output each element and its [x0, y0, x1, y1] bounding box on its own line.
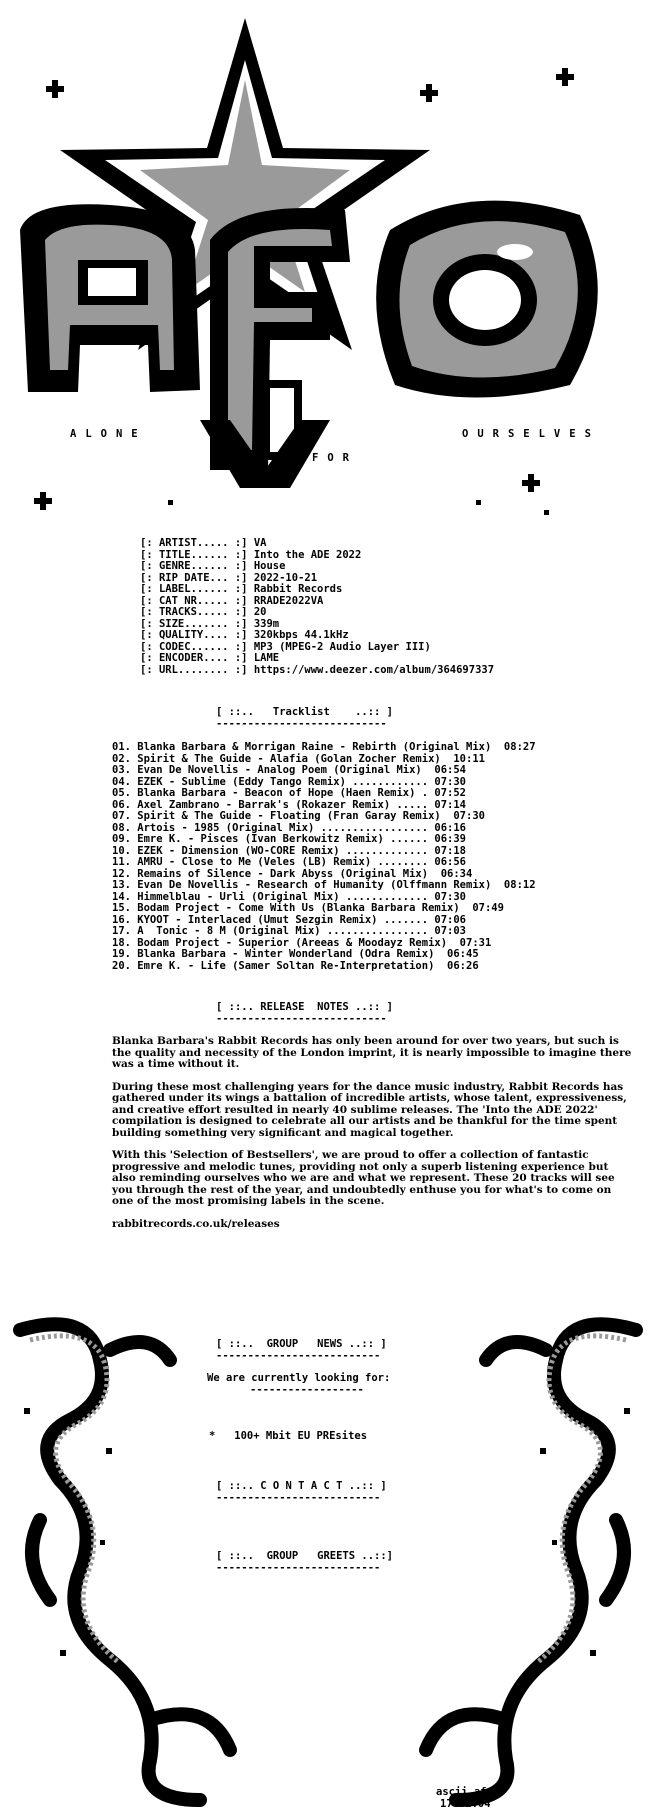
- contact-header: [ ::.. C O N T A C T ..:: ]: [216, 1480, 387, 1492]
- info-value: MP3 (MPEG-2 Audio Layer III): [253, 640, 431, 653]
- greets-header: [ ::.. GROUP GREETS ..::]: [216, 1550, 394, 1562]
- track-row: 02. Spirit & The Guide - Alafia (Golan Zocher Remix) 10:11: [112, 752, 485, 765]
- info-key: SIZE.......: [158, 617, 229, 630]
- track-row: 12. Remains of Silence - Dark Abyss (Original Mix) 06:34: [112, 867, 473, 880]
- track-row: 01. Blanka Barbara & Morrigan Raine - Rebirth (Original Mix) 08:27: [112, 741, 536, 753]
- track-row: 11. AMRU - Close to Me (Veles (LB) Remix) ........ 06:56: [112, 856, 467, 868]
- group-news-header: [ ::.. GROUP NEWS ..:: ]: [216, 1338, 387, 1350]
- afo-logo-art: [0, 0, 656, 520]
- tracklist-rule: ---------------------------: [216, 718, 387, 730]
- info-value: 320kbps 44.1kHz: [253, 629, 349, 641]
- track-row: 09. Emre K. - Pisces (Ivan Berkowitz Remix) ...... 06:39: [112, 833, 467, 845]
- info-key: TITLE......: [158, 548, 229, 561]
- contact-rule: --------------------------: [216, 1492, 381, 1504]
- info-key: QUALITY....: [158, 629, 229, 641]
- info-value: House: [253, 560, 286, 572]
- track-row: 10. EZEK - Dimension (WO-CORE Remix) ............. 07:18: [112, 844, 467, 857]
- logo-word-for: FOR: [312, 452, 358, 464]
- track-row: 19. Blanka Barbara - Winter Wonderland (Odra Remix) 06:45: [112, 948, 479, 960]
- track-row: 16. KYOOT - Interlaced (Umut Sezgin Remix) ....... 07:06: [112, 913, 467, 926]
- notes-paragraph: With this 'Selection of Bestsellers', we are proud to offer a collection of fantastic progressive and melodic tunes, providing not only a superb listening experience but also reminding ourselves who we are and what we represent. These 20 tracks will see you through the rest of the year, and undoubtedly enthuse you for what's to come on one of the most promising labels in the scene.: [112, 1149, 615, 1207]
- group-news-item: * 100+ Mbit EU PREsites: [209, 1430, 368, 1442]
- track-row: 15. Bodam Project - Come With Us (Blanka Barbara Remix) 07:49: [112, 902, 504, 914]
- group-news-rule: --------------------------: [216, 1350, 381, 1362]
- greets-rule: --------------------------: [216, 1562, 381, 1574]
- info-key: CODEC......: [158, 640, 229, 653]
- info-value: 2022-10-21: [253, 571, 318, 584]
- info-value[interactable]: https://www.deezer.com/album/364697337: [253, 663, 495, 676]
- track-row: 04. EZEK - Sublime (Eddy Tango Remix) ............ 07:30: [112, 775, 467, 788]
- track-row: 20. Emre K. - Life (Samer Soltan Re-Interpretation) 06:26: [112, 959, 479, 972]
- logo-word-alone: ALONE: [70, 428, 147, 440]
- info-key: ARTIST.....: [158, 537, 229, 549]
- notes-paragraph: Blanka Barbara's Rabbit Records has only been around for over two years, but such is the quality and necessity of the London imprint, it is nearly impossible to imagine there was a time without it.: [112, 1035, 632, 1070]
- track-row: 13. Evan De Novellis - Research of Humanity (Olffmann Remix) 08:12: [112, 879, 536, 891]
- track-row: 05. Blanka Barbara - Beacon of Hope (Haen Remix) . 07:52: [112, 787, 467, 799]
- info-value: Rabbit Records: [253, 583, 343, 595]
- logo-letter-o: [376, 201, 598, 398]
- track-row: 08. Artois - 1985 (Original Mix) ................. 06:16: [112, 821, 467, 834]
- info-row: [: LABEL...... :] Rabbit Records: [140, 583, 343, 595]
- info-key: CAT NR.....: [158, 594, 229, 607]
- info-row: [: URL........ :] https://www.deezer.com/album/364697337: [140, 663, 495, 676]
- info-value: 20: [253, 606, 267, 618]
- info-row: [: ARTIST..... :] VA: [140, 537, 267, 549]
- info-row: [: ENCODER.... :] LAME: [140, 652, 280, 664]
- release-notes: [112, 1036, 632, 1241]
- info-key: URL........: [158, 663, 229, 676]
- track-row: 17. A Tonic - 8 M (Original Mix) ................ 07:03: [112, 925, 467, 937]
- track-row: 06. Axel Zambrano - Barrak's (Rokazer Remix) ..... 07:14: [112, 798, 467, 811]
- info-value: LAME: [253, 652, 280, 664]
- notes-paragraph: During these most challenging years for the dance music industry, Rabbit Records has gathered under its wings a battalion of incredible artists, whose talent, expressiveness, and creative effort resulted in nearly 40 sublime releases. The 'Into the ADE 2022' compilation is designed to celebrate all our artists and be thankful for the time spent building something very significant and magical together.: [112, 1080, 627, 1139]
- tracklist-header: [ ::.. Tracklist ..:: ]: [216, 706, 394, 718]
- info-row: [: QUALITY.... :] 320kbps 44.1kHz: [140, 629, 349, 641]
- notes-link[interactable]: rabbitrecords.co.uk/releases: [112, 1217, 280, 1230]
- info-value: 339m: [253, 617, 280, 630]
- group-news-line: We are currently looking for:: [207, 1372, 391, 1384]
- info-row: [: TITLE...... :] Into the ADE 2022: [140, 548, 362, 561]
- signature-name: ascii.afo: [436, 1786, 493, 1798]
- info-key: LABEL......: [158, 583, 229, 595]
- info-key: GENRE......: [158, 560, 229, 572]
- info-value: VA: [253, 537, 267, 549]
- release-info: [140, 538, 494, 676]
- track-list: [112, 742, 536, 972]
- info-row: [: CAT NR..... :] RRADE2022VA: [140, 594, 324, 607]
- info-row: [: RIP DATE... :] 2022-10-21: [140, 571, 318, 584]
- info-key: ENCODER....: [158, 652, 229, 664]
- track-row: 03. Evan De Novellis - Analog Poem (Original Mix) 06:54: [112, 764, 467, 776]
- info-key: TRACKS.....: [158, 606, 229, 618]
- info-row: [: TRACKS..... :] 20: [140, 606, 267, 618]
- info-key: RIP DATE...: [158, 571, 229, 584]
- info-row: [: SIZE....... :] 339m: [140, 617, 280, 630]
- logo-letter-a: [20, 204, 200, 392]
- track-row: 07. Spirit & The Guide - Floating (Fran Garay Remix) 07:30: [112, 810, 485, 822]
- info-row: [: CODEC...... :] MP3 (MPEG-2 Audio Layer III): [140, 640, 431, 653]
- logo-word-ourselves: OURSELVES: [462, 428, 600, 440]
- track-row: 14. Himmelblau - Urli (Original Mix) ............. 07:30: [112, 890, 467, 903]
- track-row: 18. Bodam Project - Superior (Areeas & Moodayz Remix) 07:31: [112, 936, 492, 949]
- info-row: [: GENRE...... :] House: [140, 560, 286, 572]
- release-notes-header: [ ::.. RELEASE NOTES ..:: ]: [216, 1001, 394, 1013]
- release-notes-rule: ---------------------------: [216, 1013, 387, 1025]
- info-value: Into the ADE 2022: [253, 548, 362, 561]
- info-value: RRADE2022VA: [253, 594, 324, 607]
- signature-date: 17.02.04: [440, 1798, 491, 1810]
- group-news-sub-rule: ------------------: [250, 1384, 364, 1396]
